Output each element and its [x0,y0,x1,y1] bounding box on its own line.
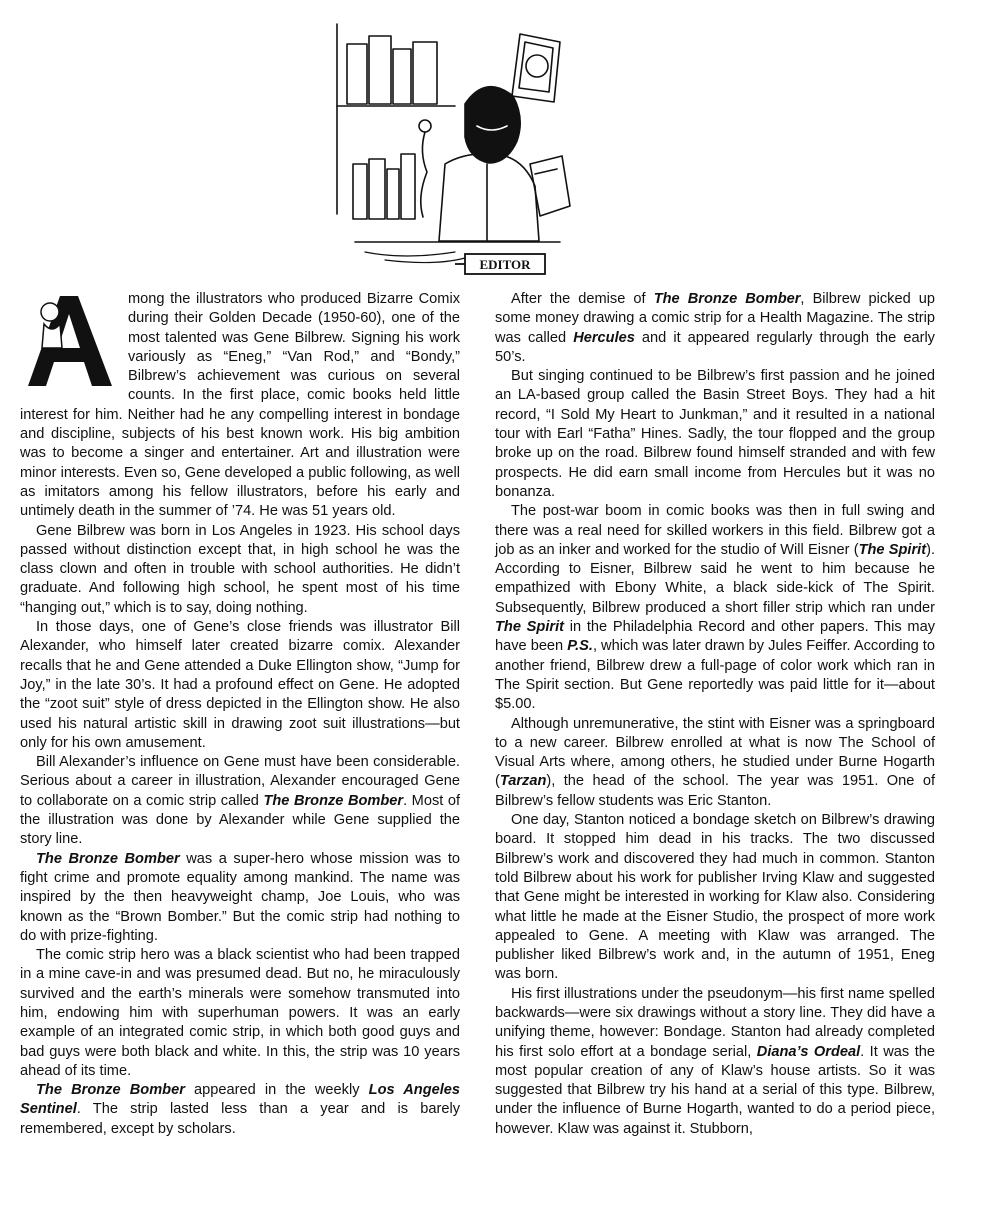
paragraph [495,502,935,714]
italic-title: The Spirit [495,619,564,636]
paragraph [495,715,935,811]
text-run: Although unremunerative, the stint with Eisner was a springboard to a new career. Bilbrew enrolled at what is now The School of Visual Arts where, among others, he studied under Burne Hogarth ( [495,715,935,790]
text-run: ), the head of the school. The year was 1951. One of Bilbrew’s fellow students was Eric Stanton. [495,773,935,809]
paragraph [495,985,935,1139]
text-run: mong the illustrators who produced Bizarre Comix during their Golden Decade (1950-60), one of the most talented was Gene Bilbrew. Signing his work variously as “Eneg,” “Van Rod,” and “Bondy,” Bilbrew’s achievement was curious on several counts. In the first place, comic books held little interest for him. Neither had he any compelling interest in bondage and discipline, subjects of his best known work. His big ambition was to become a singer and entertainer. Art and illustration were minor interests. Even so, Gene developed a public following, as well as imitators among his fellow illustrators, before his early and untimely death in the summer of ’74. He was 51 years old. [20,291,460,520]
text-run: The comic strip hero was a black scientist who had been trapped in a mine cave-in and was presumed dead. But no, he miraculously survived and the earth’s minerals were somehow transmuted into him, endowing him with superhuman powers. It was an early example of an integrated comic strip, in which both good guys and bad guys were both black and white. In this, the strip was 10 years ahead of its time. [20,947,460,1079]
italic-title: P.S. [567,638,593,655]
italic-title: Diana’s Ordeal [756,1043,861,1060]
text-run: . Most of the illustration was done by Alexander while Gene supplied the story line. [20,792,461,848]
drop-cap [20,290,120,390]
drop-cap-letter: A [98,330,99,331]
paragraph [20,753,460,849]
italic-title: The Bronze Bomber [36,850,180,867]
article-left-column [20,290,460,1139]
text-run: Gene Bilbrew was born in Los Angeles in 1923. His school days passed without distinction except that, in high school he was the class clown and often in trouble with school authorities. He didn’t graduate. And following high school, he spent most of his time “hanging out,” which is to say, doing nothing. [20,522,460,616]
text-run: appeared in the weekly [184,1082,369,1099]
text-run: , which was later drawn by Jules Feiffer. According to another friend, Bilbrew drew a full-page of color work which ran in The Spirit section. But Gene reportedly was paid little for it—about $5.00. [495,638,935,713]
text-run: After the demise of [511,291,654,307]
italic-title: The Bronze Bomber [36,1082,185,1099]
text-run: . The strip lasted less than a year and is barely remembered, except by scholars. [20,1101,460,1137]
paragraph [20,850,460,946]
italic-title: Los Angeles Sentinel [20,1082,461,1118]
editor-illustration [325,14,575,284]
text-run: One day, Stanton noticed a bondage sketch on Bilbrew’s drawing board. It stopped him dead in his tracks. The two discussed Bilbrew’s work and discovered they had much in common. Stanton told Bilbrew about his work for publisher Irving Klaw and suggested that Gene might be interested in working for Klaw also. Considering what little he made at the Eisner Studio, the prospect of more work appealed to Gene. A meeting with Klaw was arranged. The publisher liked Bilbrew’s work and, in the autumn of 1951, Eneg was born. [495,812,935,983]
text-run: in the Philadelphia Record and other papers. This may have been [495,619,935,655]
text-run: , Bilbrew picked up some money drawing a comic strip for a Health Magazine. The strip was called [495,291,936,346]
article-right-column [495,290,935,1139]
paragraph [495,811,935,985]
editor-sign-label: EDITOR [479,257,531,272]
italic-title: The Bronze Bomber [263,792,404,809]
italic-title: The Spirit [858,541,927,558]
drop-cap-illustration [20,290,120,390]
italic-title: Tarzan [499,773,547,790]
paragraph [495,290,935,367]
text-run: and it appeared regularly through the early 50’s. [495,329,935,365]
text-run: Bill Alexander’s influence on Gene must have been considerable. Serious about a career in illustration, Alexander encouraged Gene to collaborate on a comic strip called [20,754,460,809]
editor-drawing [325,14,575,284]
text-run: was a super-hero whose mission was to fight crime and promote equality among mankind. The name was inspired by the then heavyweight champ, Joe Louis, who was known as the “Brown Bomber.” But the comic strip had nothing to do with prize-fighting. [20,850,460,944]
text-run: His first illustrations under the pseudonym—his first name spelled backwards—were six drawings without a story line. They did have a unifying theme, however: Bondage. Stanton had already completed his first solo effort at a bondage serial, [495,985,935,1060]
paragraph [20,522,460,618]
text-run: The post-war boom in comic books was then in full swing and there was a real need for skilled workers in this field. Bilbrew got a job as an inker and worked for the studio of Will Eisner ( [495,503,935,558]
paragraph [20,618,460,753]
paragraph [20,1081,460,1139]
italic-title: The Bronze Bomber [653,291,801,307]
paragraph [495,367,935,502]
text-run: . It was the most popular creation of any of Klaw’s house artists. So it was suggested that Bilbrew try his hand at a serial of this type. Bilbrew, under the influence of Burne Hogarth, wanted to do a period piece, however. Klaw was against it. Stubborn, [495,1043,935,1137]
paragraph [20,946,460,1081]
text-run: ). According to Eisner, Bilbrew said he went to him because he empathized with Ebony White, a black side-kick of The Spirit. Subsequently, Bilbrew produced a short filler strip which ran under [495,541,935,616]
italic-title: Hercules [573,329,635,346]
text-run: But singing continued to be Bilbrew’s first passion and he joined an LA-based group called the Basin Street Boys. They had a hit record, “I Sold My Heart to Junkman,” and it resulted in a national tour with Earl “Fatha” Hines. Sadly, the tour flopped and the group broke up on the road. Bilbrew found himself stranded and with few prospects. He did earn small income from Hercules but it was no bonanza. [495,368,935,500]
text-run: In those days, one of Gene’s close friends was illustrator Bill Alexander, who himself later created bizarre comix. Alexander recalls that he and Gene attended a Duke Ellington show, “Jump for Joy,” in the late 30’s. It had a profound effect on Gene. He adopted the “zoot suit” style of dress depicted in the Ellington show. He also used his natural artistic skill in drawing zoot suit illustrations—but only for his own amusement. [20,619,460,751]
